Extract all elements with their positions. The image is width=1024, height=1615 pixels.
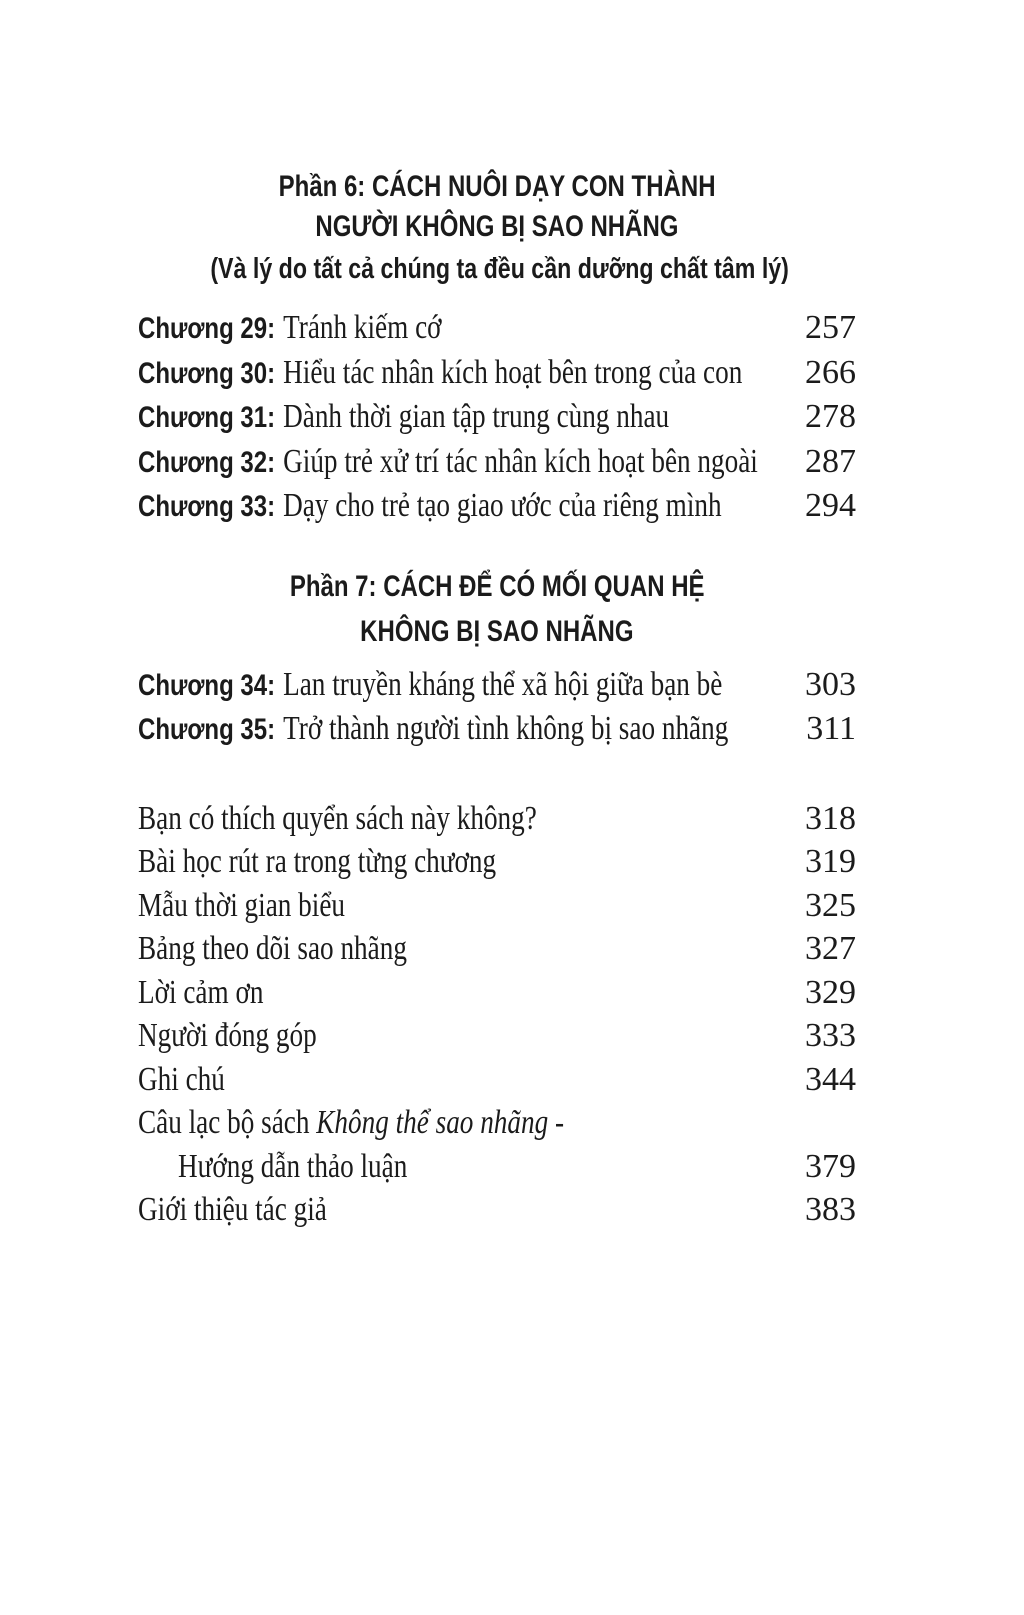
toc-row-chapter-29 (138, 306, 856, 351)
part6-title-line2-text: NGƯỜI KHÔNG BỊ SAO NHÃNG (315, 210, 679, 243)
backmatter-title: Ghi chú (138, 1060, 225, 1098)
part7-title-line2-text: KHÔNG BỊ SAO NHÃNG (360, 614, 634, 648)
toc-row-chapter-31 (138, 395, 856, 440)
part6-title-line2 (138, 207, 856, 247)
backmatter-title: Giới thiệu tác giả (138, 1191, 327, 1228)
part7-heading (138, 564, 856, 654)
book-club-prefix: Câu lạc bộ sách (138, 1104, 317, 1141)
page-number: 319 (805, 843, 856, 880)
toc-row-chapter-34 (138, 663, 856, 708)
toc-row-book-club (138, 1101, 856, 1145)
toc-row-chapter-30 (138, 351, 856, 396)
toc-row-backmatter (138, 971, 856, 1015)
page-number: 278 (805, 398, 856, 435)
toc-row-backmatter (138, 840, 856, 884)
chapter-title: Giúp trẻ xử trí tác nhân kích hoạt bên ngoài (283, 442, 758, 480)
page-number: 266 (805, 353, 856, 391)
part7-title-line1 (138, 564, 856, 609)
chapter-label: Chương 29: (138, 312, 276, 345)
chapter-title: Dạy cho trẻ tạo giao ước của riêng mình (283, 487, 722, 524)
part6-title-line1 (138, 167, 856, 207)
book-club-suffix: - (548, 1104, 565, 1141)
page-number: 383 (805, 1191, 856, 1228)
toc-row-author-intro (138, 1188, 856, 1232)
backmatter-title: Bài học rút ra trong từng chương (138, 843, 497, 880)
chapter-label: Chương 33: (138, 490, 276, 523)
chapter-title: Dành thời gian tập trung cùng nhau (283, 398, 670, 435)
chapter-label: Chương 31: (138, 401, 276, 434)
part7-title-line2 (138, 609, 856, 654)
part6-title-line1-text: Phần 6: CÁCH NUÔI DẠY CON THÀNH (278, 170, 716, 203)
page-number: 333 (805, 1017, 856, 1054)
page-number: 344 (805, 1060, 856, 1098)
backmatter-title: Hướng dẫn thảo luận (178, 1147, 408, 1185)
part7-chapter-list (138, 663, 856, 752)
page-number: 325 (805, 886, 856, 924)
page-number: 311 (806, 710, 856, 747)
backmatter-title: Bạn có thích quyển sách này không? (138, 799, 537, 837)
chapter-title: Trở thành người tình không bị sao nhãng (283, 710, 729, 747)
toc-row-chapter-35 (138, 707, 856, 752)
backmatter-title: Người đóng góp (138, 1017, 317, 1054)
chapter-title: Lan truyền kháng thể xã hội giữa bạn bè (283, 665, 723, 703)
toc-row-chapter-33 (138, 484, 856, 529)
part6-subtitle (138, 247, 856, 291)
page-number: 257 (805, 309, 856, 346)
backmatter-title: Bảng theo dõi sao nhãng (138, 930, 407, 967)
part6-subtitle-text: (Và lý do tất cả chúng ta đều cần dưỡng chất tâm lý) (210, 253, 789, 285)
part7-title-line1-text: Phần 7: CÁCH ĐỂ CÓ MỐI QUAN HỆ (289, 569, 705, 603)
part6-chapter-list (138, 306, 856, 529)
book-title-italic: Không thể sao nhãng (316, 1104, 549, 1141)
chapter-label: Chương 35: (138, 713, 276, 746)
page-number: 287 (805, 442, 856, 480)
toc-row-chapter-32 (138, 440, 856, 485)
toc-row-backmatter (138, 927, 856, 971)
chapter-title: Tránh kiếm cớ (283, 309, 442, 346)
chapter-label: Chương 34: (138, 668, 276, 702)
chapter-label: Chương 30: (138, 356, 276, 390)
toc-page (138, 0, 856, 1232)
chapter-label: Chương 32: (138, 445, 276, 479)
backmatter-list (138, 797, 856, 1232)
toc-row-backmatter (138, 1058, 856, 1102)
toc-row-backmatter (138, 1014, 856, 1058)
page-number: 318 (805, 799, 856, 837)
toc-row-backmatter (138, 884, 856, 928)
page-number: 294 (805, 487, 856, 524)
backmatter-title: Mẫu thời gian biểu (138, 886, 346, 924)
toc-row-discussion-guide (138, 1145, 856, 1189)
page-number: 303 (805, 665, 856, 703)
chapter-title: Hiểu tác nhân kích hoạt bên trong của con (283, 353, 743, 391)
page-number: 329 (805, 973, 856, 1011)
toc-row-backmatter (138, 797, 856, 841)
page-number: 379 (805, 1147, 856, 1185)
page-number: 327 (805, 930, 856, 967)
backmatter-title: Lời cảm ơn (138, 973, 264, 1011)
